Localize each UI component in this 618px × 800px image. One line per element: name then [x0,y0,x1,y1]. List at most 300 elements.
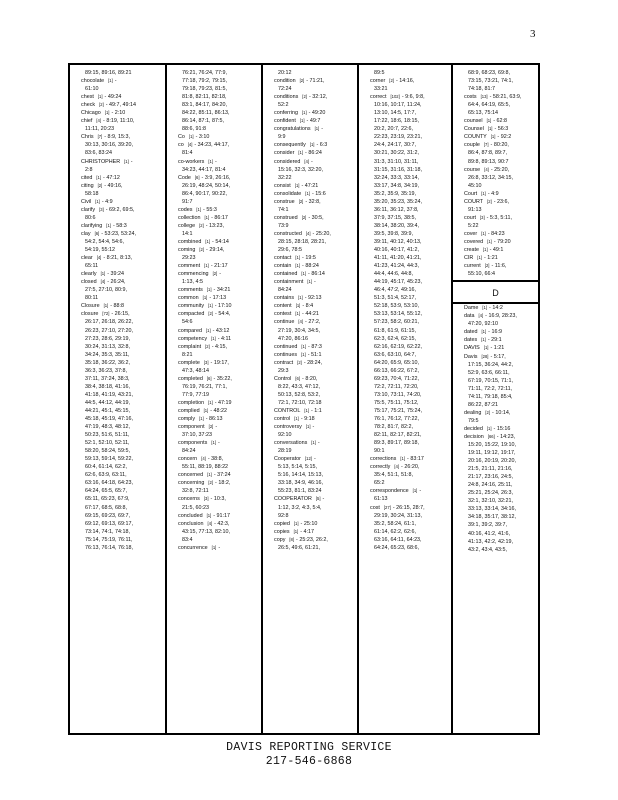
index-page-refs: 52:9, 63:6, 66:11, [468,369,510,376]
index-page-refs: 50:13, 52:8, 53:2, [278,391,320,398]
index-term: clarifying [81,222,103,229]
index-entry [274,117,354,125]
index-count: [1] [188,134,194,140]
index-page-refs: - 86:14 [308,271,325,278]
index-term: construe [274,198,295,205]
index-entry [274,109,354,117]
index-term: comply [178,416,196,423]
index-page-refs: 69:15, 69:23, 69:7, [85,512,130,519]
index-page-refs: 44:21, 45:1, 45:15, [85,407,130,414]
index-page-refs: - 34:21 [213,287,231,294]
index-page-refs: 75:5, 75:11, 75:12, [374,399,419,406]
index-count: [1] [301,351,306,357]
index-page-refs: - 43:12 [212,327,230,334]
index-term: concurrence [178,544,208,551]
index-entry [81,93,162,101]
index-count: [1] [295,303,301,309]
index-page-refs: 89:15, 89:16, 89:21 [85,70,132,76]
index-count: [4] [100,279,106,285]
index-entry [464,409,535,417]
index-entry [178,399,258,407]
index-page-refs: - 47:19 [214,399,232,406]
index-count: [1] [97,94,103,100]
index-page-refs: 39:5, 39:8, 39:9, [374,230,413,237]
index-term: Co [178,134,185,141]
reporter-name: DAVIS REPORTING SERVICE [226,741,392,754]
index-entry [178,294,258,302]
index-page-refs: 89:3, 89:17, 89:18, [374,440,419,447]
index-term: considered [274,158,301,165]
index-page-refs: 55:10, 66:4 [468,271,495,278]
index-page-refs: - 18:2, [215,480,231,487]
index-term: decision [464,433,484,440]
index-entry [274,158,354,166]
index-page-refs: 63:16, 64:11, 64:23, [374,536,422,543]
index-page-refs: 62:3, 62:4, 62:15, [374,335,416,342]
index-page-refs: 91:13 [468,206,482,213]
index-count: [1] [293,528,299,534]
index-count: [1] [301,110,307,116]
index-page-refs: 29:3 [278,367,289,374]
index-page-refs: 17:22, 18:6, 18:15, [374,118,419,125]
index-term: CIR [464,255,474,262]
index-page-refs: 1:12, 3:2, 4:3, 5:4, [278,504,322,511]
index-page-refs: 74:11, 79:18, 85:4, [468,393,513,400]
index-page-refs: 36:11, 36:12, 37:8, [374,206,419,213]
index-column-4 [359,65,453,733]
index-entry [464,425,535,433]
index-entry [370,504,448,512]
index-page-refs: 47:20, 86:16 [278,335,308,342]
index-count: [3] [99,206,104,212]
index-count: [1] [305,190,310,196]
index-entry [81,278,162,286]
index-term: corrections [370,456,397,463]
index-page-refs: 28:19 [278,448,292,455]
index-page-refs: 89:8, 89:13, 90:7 [468,158,509,165]
index-count: [2] [389,78,394,84]
index-term: DAVIS [464,345,480,352]
index-term: Counsel [464,126,484,133]
index-term: dated [464,329,478,336]
index-page-refs: 37:9, 37:15, 38:5, [374,214,416,221]
index-page-refs: 77:18, 79:2, 79:15, [182,78,227,85]
index-page-refs: 39:1, 39:2, 39:7, [468,522,507,529]
index-count: [4] [96,118,102,124]
index-entry [178,407,258,415]
index-entry [81,198,162,206]
index-count: [1] [199,416,204,422]
index-term: cited [81,174,93,181]
index-page-refs: 59:13, 59:14, 59:22, [85,456,133,463]
index-count: [2] [484,263,490,269]
index-count: [3] [479,214,485,220]
index-page-refs: - 42:3, [214,520,230,527]
index-entry [274,375,354,383]
index-count: [4] [304,158,310,164]
index-page-refs: - [312,424,315,431]
index-page-refs: - 55:3 [203,206,217,213]
index-count: [1] [295,255,301,261]
index-page-refs: 29:6, 78:5 [278,247,302,254]
index-count: [66] [487,433,495,439]
index-page-refs: - [130,158,133,165]
index-page-refs: 44:4, 44:6, 44:8, [374,271,413,278]
index-count: [1] [211,335,216,341]
index-term: counsel [464,118,483,125]
index-page-refs: - 92:2 [497,134,512,141]
index-entry [81,222,162,230]
index-term: correctly [370,464,391,471]
index-term: copies [274,528,290,535]
index-page-refs: 44:19, 45:17, 45:23, [374,279,422,286]
index-count: [4] [478,313,484,319]
index-page-refs: 60:4, 61:14, 62:2, [85,464,127,471]
index-count: [1] [124,158,129,164]
index-entry [274,182,354,190]
index-page-refs: 8:21 [182,351,193,358]
index-page-refs: 34:23, 44:17, 81:4 [182,166,226,173]
index-count: [4] [305,230,311,236]
index-entry [274,415,354,423]
index-page-refs: - 29:14, [206,247,225,254]
index-count: [1] [203,407,209,413]
index-page-refs: 74:1 [278,206,289,213]
index-entry [178,238,258,246]
index-column-5 [453,65,538,733]
index-count: [1] [400,456,406,462]
index-page-refs: 62:16, 62:19, 62:22, [374,343,422,350]
index-count: [1] [293,520,299,526]
index-page-refs: 17:15, 36:24, 44:2, [468,361,513,368]
index-entry [274,214,354,222]
index-entry [464,166,535,174]
index-count: [1] [206,287,212,293]
index-page-refs: - [215,424,218,431]
index-entry [274,198,354,206]
index-page-refs: 81:8, 82:11, 82:18, [182,94,227,101]
index-page-refs: - 8:4 [302,303,314,310]
index-page-refs: 61:8, 61:9, 61:15, [374,327,416,334]
index-count: [1] [202,295,208,301]
index-term: co [178,142,184,149]
index-count: [6] [295,375,301,381]
index-page-refs: 30:21, 30:22, 31:2, [374,150,419,157]
index-page-refs: 92:8 [278,512,289,519]
index-entry [274,294,354,302]
index-entry [178,359,258,367]
index-page-refs: 58:18 [85,190,99,197]
index-page-refs: 35:2, 35:9, 35:19, [374,190,416,197]
index-page-refs: 27:5, 27:10, 80:9, [85,287,127,294]
index-page-refs: - 16:9 [488,329,502,336]
index-entry [178,174,258,182]
index-entry [274,278,354,286]
index-page-refs: 34:18, 35:17, 38:12, [468,514,516,521]
index-page-refs: 84:22, 85:11, 86:13, [182,110,230,117]
index-page-refs: 15:20, 15:22, 19:10, [468,442,516,449]
index-page-refs: 21:17, 23:16, 24:5, [468,474,513,481]
index-term: complaint [178,343,202,350]
index-column-5-bottom [464,304,535,553]
index-count: [4] [298,319,304,325]
index-entry [81,101,162,109]
index-page-refs: - 49:20 [308,110,326,117]
index-count: [5] [315,496,321,502]
index-page-refs: - 35:22, [213,375,232,382]
index-count: [1] [298,150,304,156]
index-page-refs: 64:20, 65:9, 65:10, [374,359,419,366]
index-page-refs: 53:13, 53:14, 55:12, [374,311,422,318]
index-term: combined [178,238,202,245]
index-term: comment [178,263,201,270]
index-page-refs: 79:18, 79:23, 81:5, [182,86,227,93]
index-page-refs: - 13:23, [205,222,225,229]
index-page-refs: 45:18, 45:19, 47:16, [85,416,133,423]
index-term: CHRISTOPHER [81,158,121,165]
index-page-refs: 78:2, 81:7, 82:2, [374,424,413,431]
index-entry [81,182,162,190]
index-term: Closure [81,303,100,310]
section-divider [453,280,538,282]
index-page-refs: 5:13, 5:14, 5:15, [278,464,317,471]
index-page-refs: - 23:6, [493,198,510,205]
index-page-refs: - 71:21, [306,78,325,85]
index-entry [274,190,354,198]
index-term: component [178,424,205,431]
index-page-refs: 62:6, 63:9, 63:11, [85,472,127,479]
index-entry [464,312,535,320]
index-count: [1] [208,303,213,309]
index-term: COUNTY [464,134,487,141]
index-count: [2] [301,214,307,220]
index-page-refs: 75:14, 75:19, 76:11, [85,536,133,543]
index-page-refs: 73:10, 73:11, 74:20, [374,391,422,398]
index-page-refs: - 17:10 [214,303,232,310]
index-term: Civil [81,198,92,205]
index-term: content [274,303,292,310]
index-term: construed [274,214,298,221]
index-entry [178,141,258,149]
reporter-phone: 217-546-6868 [265,755,353,768]
index-term: complete [178,359,200,366]
index-page-refs: 65:13, 75:14 [468,110,498,117]
index-term: conditions [274,94,299,101]
index-page-refs: 35:4, 51:1, 51:8, [374,472,413,479]
index-term: completion [178,399,205,406]
index-count: [3] [203,496,209,502]
index-entry [274,270,354,278]
index-page-refs: - 15:6 [311,190,326,197]
index-page-refs: 91:7 [182,198,193,205]
index-count: [1] [96,174,102,180]
index-page-refs: 11:11, 20:23 [85,126,115,133]
index-page-refs: 61:14, 62:2, 62:6, [374,528,416,535]
index-term: COURT [464,198,484,205]
index-page-refs: 61:10 [85,86,99,93]
section-letter: D [492,288,499,299]
index-entry [178,327,258,335]
index-page-refs: 35:2, 58:24, 61:1, [374,520,416,527]
index-page-refs: - 25:23, 26:2, [296,536,328,543]
index-term: containment [274,279,304,286]
index-count: [7] [97,134,103,140]
index-term: copy [274,536,286,543]
index-page-refs: 20:2, 20:7, 22:6, [374,126,413,133]
index-count: [1] [100,271,106,277]
index-term: closure [81,311,99,318]
index-entry [81,302,162,310]
index-page-refs: - 25:20, [312,230,331,237]
index-count: [1] [314,126,320,132]
index-term: clearly [81,271,97,278]
index-page-refs: 52:2 [278,102,289,109]
index-count: [2] [97,182,103,188]
index-count: [2] [199,247,205,253]
index-page-refs: - [314,279,316,286]
index-entry [178,158,258,166]
index-entry [274,302,354,310]
index-page-refs: 5:22 [468,222,479,229]
index-term: corner [370,78,386,85]
index-entry [274,359,354,367]
index-entry [464,198,535,206]
index-entry [274,343,354,351]
index-count: [1] [208,399,213,405]
index-page-refs: 10:16, 10:17, 11:24, [374,102,422,109]
index-page-refs: 39:11, 40:12, 40:13, [374,238,422,245]
index-term: confident [274,118,296,125]
index-count: [1] [486,118,492,124]
index-page-refs: 54:19, 55:12 [85,247,115,254]
index-count: [2] [302,94,307,100]
index-entry [464,214,535,222]
index-page-refs: 30:24, 31:13, 32:8, [85,343,130,350]
index-page-refs: - 49:1 [489,247,504,254]
index-count: [2] [487,198,492,204]
index-page-refs: 69:23, 70:4, 71:22, [374,375,419,382]
index-term: control [274,416,291,423]
index-entry [464,328,535,336]
index-page-refs: 90:1 [374,448,385,455]
index-entry [274,141,354,149]
index-page-refs: 31:3, 31:10, 31:11, [374,158,419,165]
index-count: [27] [383,504,391,510]
index-page-refs: 41:11, 41:20, 41:21, [374,255,422,262]
index-entry [274,536,354,544]
index-page-refs: 54:2, 54:4, 54:6, [85,238,124,245]
index-entry [81,109,162,117]
index-term: clear [81,255,93,262]
index-page-refs: - [313,456,316,463]
index-page-refs: 21:5, 60:23 [182,504,209,511]
index-term: concerns [178,496,200,503]
index-entry [464,190,535,198]
index-term: clarify [81,206,96,213]
index-page-refs: 26:19, 48:24, 50:14, [182,182,230,189]
index-page-refs: 33:13, 33:14, 34:16, [468,506,516,513]
index-page-refs: - 58:3 [112,222,127,229]
index-page-refs: - 26:15, 28:7, [392,504,425,511]
index-page-refs: 75:17, 75:21, 75:24, [374,407,422,414]
index-page-refs: - 29:1 [487,337,502,344]
index-page-refs: 74:18, 81:7 [468,86,495,93]
index-page-refs: - 3:9, 26:16, [201,174,231,181]
index-page-refs: 86:14, 87:1, 87:5, [182,118,224,125]
index-page-refs: - 48:22 [210,407,228,414]
index-count: [2] [299,78,305,84]
index-entry [464,133,535,141]
index-column-5-top [464,69,535,278]
index-page-refs: 33:21 [374,86,388,93]
index-entry [81,230,162,238]
index-term: concerned [178,472,204,479]
index-page-refs: - 34:23, 44:17, [194,142,230,149]
index-page-refs: - 4:11 [217,335,232,342]
index-page-refs: 57:23, 58:2, 60:21, [374,319,419,326]
index-page-refs: - 47:12 [103,174,120,181]
index-page-refs: 27:23, 28:6, 29:19, [85,335,130,342]
index-page-refs: 64:4, 64:19, 65:5, [468,102,510,109]
index-count: [1] [108,78,113,84]
index-page-refs: 32:22 [278,174,292,181]
index-page-refs: 41:23, 41:24, 44:3, [374,263,419,270]
index-page-refs: - 53:23, 53:24, [101,230,137,237]
index-page-refs: - [322,496,325,503]
index-page-refs: - [218,544,221,551]
index-page-refs: - 1:21 [490,345,505,352]
index-page-refs: - 5:17, [490,353,506,360]
index-count: [2] [199,222,204,228]
index-page-refs: 65:2 [374,480,385,487]
index-page-refs: - 86:17 [211,214,228,221]
index-count: [1] [482,247,488,253]
index-page-refs: - 47:21 [301,182,319,189]
index-count: [1] [481,230,486,236]
index-page-refs: 50:23, 51:6, 51:11, [85,432,130,439]
index-page-refs: 54:6 [182,319,193,326]
index-term: contest [274,311,292,318]
index-entry [464,141,535,149]
index-page-refs: - 38:8, [207,456,224,463]
index-page-refs: - 30:5, [308,214,324,221]
index-entry [464,304,535,312]
index-page-refs: - 4:15, [211,343,228,350]
index-term: Chicago [81,110,101,117]
index-page-refs: - 9:6, 9:8, [401,94,425,101]
index-entry [274,125,354,133]
index-page-refs: 65:11 [85,263,99,270]
index-page-refs: - 58:21, 63:9, [489,94,522,101]
index-count: [12] [304,456,312,462]
index-count: [1] [104,110,110,116]
index-page-refs: - 21:17 [210,263,228,270]
index-term: course [464,166,481,173]
index-page-refs: 77:9, 77:19 [182,391,209,398]
index-page-refs: - 4:9 [101,198,113,205]
index-page-refs: - 9:18 [300,416,315,423]
index-term: concluded [178,512,203,519]
index-page-refs: 32:8, 72:11 [182,488,209,495]
index-page-refs: 76:1, 76:12, 77:22, [374,416,419,423]
index-page-refs: - [419,488,422,495]
index-page-refs: - 80:20, [490,142,509,149]
index-entry [274,310,354,318]
index-page-refs: 82:11, 82:17, 82:21, [374,432,422,439]
index-page-refs: 29:19, 30:24, 31:13, [374,512,422,519]
index-page-refs: 79:5 [468,417,479,424]
index-count: [2] [205,343,210,349]
